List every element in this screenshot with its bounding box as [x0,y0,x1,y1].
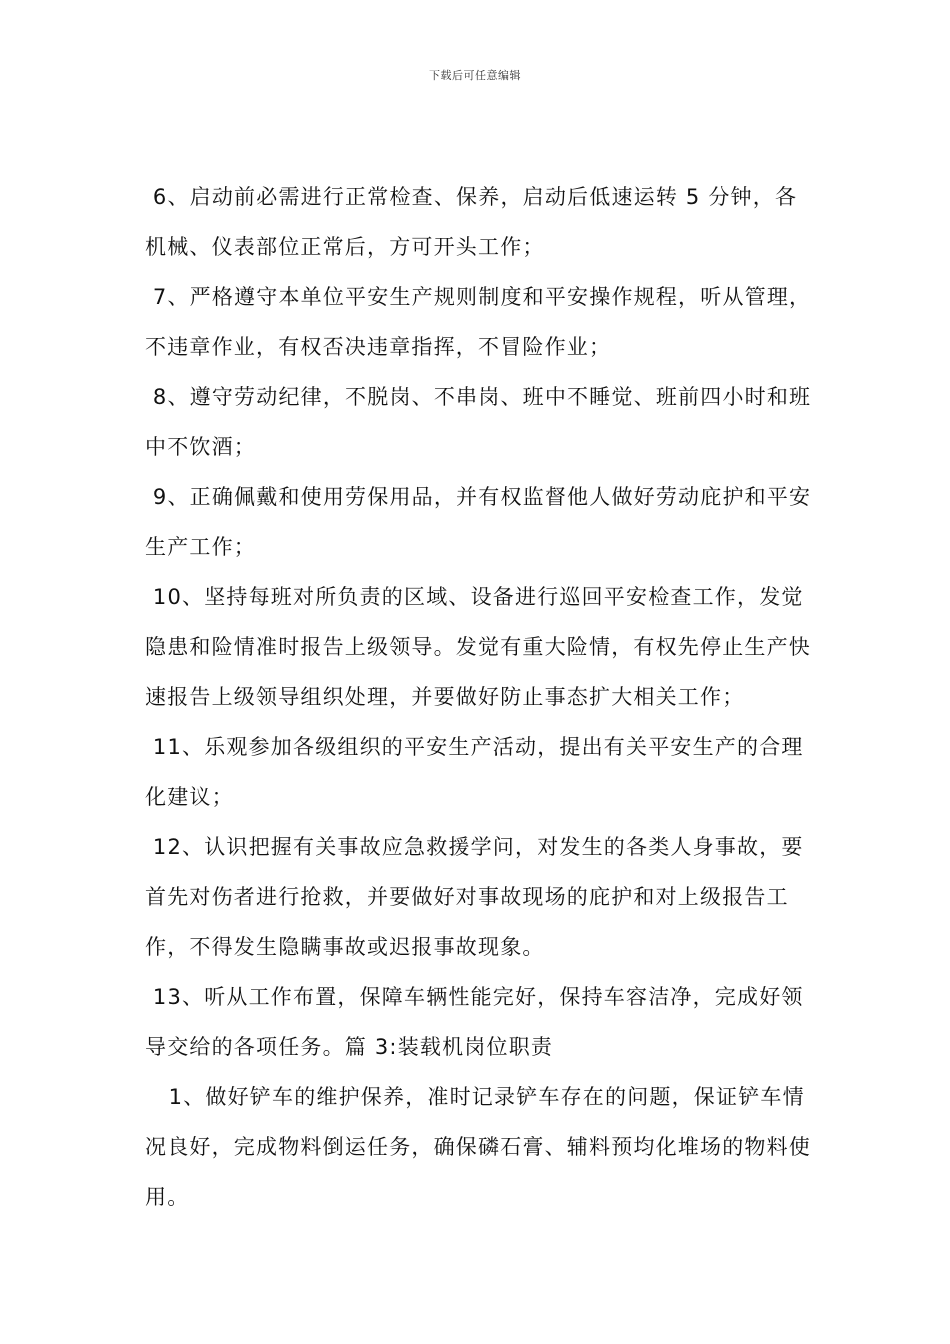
paragraph-text: 13、听从工作布置，保障车辆性能完好，保持车容洁净，完成好领导交给的各项任务。篇 3:装载机岗位职责 [145,985,804,1059]
paragraph-indent [145,585,153,609]
page-header: 下载后可任意编辑 [429,69,521,82]
paragraph-text: 11、乐观参加各级组织的平安生产活动，提出有关平安生产的合理化建议； [145,735,804,809]
document-body [145,172,815,1222]
paragraph-text: 10、坚持每班对所负责的区域、设备进行巡回平安检查工作，发觉隐患和险情准时报告上级领导。发觉有重大险情，有权先停止生产快速报告上级领导组织处理，并要做好防止事态扩大相关工作； [145,585,811,709]
paragraph-indent [145,185,153,209]
paragraph-item-10 [145,572,815,722]
paragraph-item-6 [145,172,815,272]
paragraph-item-9 [145,472,815,572]
paragraph-text: 7、严格遵守本单位平安生产规则制度和平安操作规程，听从管理，不违章作业，有权否决违章指挥，不冒险作业； [145,285,812,359]
paragraph-item-loader-1 [145,1072,815,1222]
paragraph-item-11 [145,722,815,822]
paragraph-text: 12、认识把握有关事故应急救援学问，对发生的各类人身事故，要首先对伤者进行抢救，并要做好对事故现场的庇护和对上级报告工作，不得发生隐瞒事故或迟报事故现象。 [145,835,804,959]
paragraph-text: 6、启动前必需进行正常检查、保养，启动后低速运转 5 分钟，各机械、仪表部位正常后，方可开头工作； [145,185,798,259]
paragraph-item-13 [145,972,815,1072]
paragraph-indent [145,985,153,1009]
paragraph-text: 9、正确佩戴和使用劳保用品，并有权监督他人做好劳动庇护和平安生产工作； [145,485,812,559]
paragraph-indent [145,385,153,409]
paragraph-text: 1、做好铲车的维护保养，准时记录铲车存在的问题，保证铲车情况良好，完成物料倒运任务，确保磷石膏、辅料预均化堆场的物料使用。 [145,1085,811,1209]
paragraph-indent [145,485,153,509]
paragraph-indent [145,735,153,759]
paragraph-item-12 [145,822,815,972]
paragraph-item-8 [145,372,815,472]
paragraph-item-7 [145,272,815,372]
paragraph-indent [145,1085,169,1109]
paragraph-indent [145,835,153,859]
paragraph-indent [145,285,153,309]
paragraph-text: 8、遵守劳动纪律，不脱岗、不串岗、班中不睡觉、班前四小时和班中不饮酒； [145,385,812,459]
